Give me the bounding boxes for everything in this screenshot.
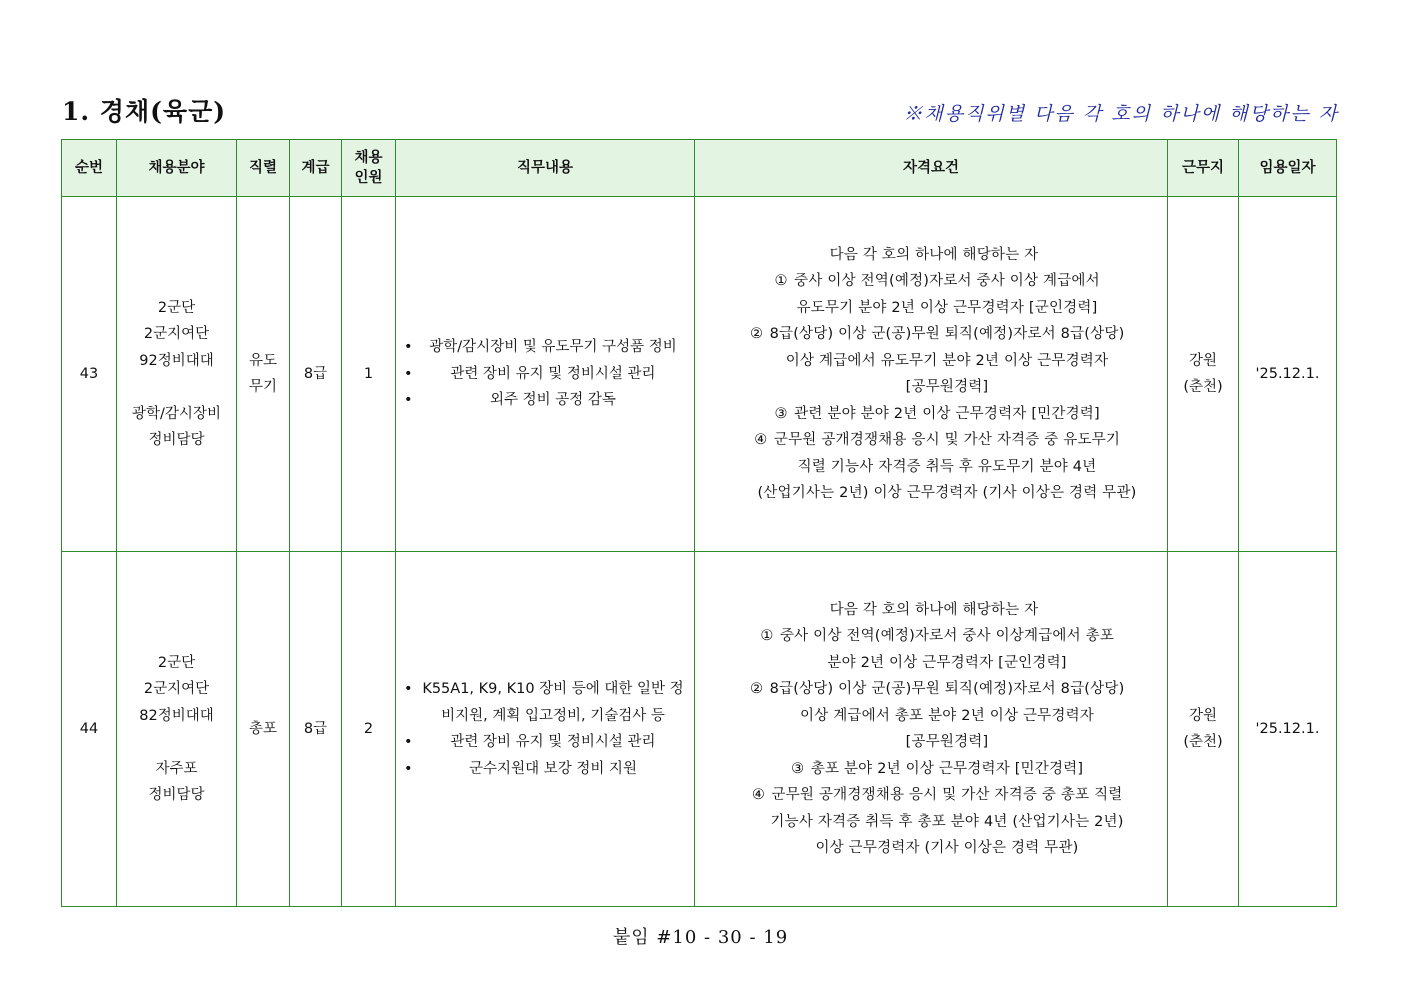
qualifications-list [695,242,1167,507]
workplace-line: 강원 [1188,352,1217,369]
row-seq: 44 [62,552,117,907]
header-field: 채용분야 [117,140,237,197]
field-spacer [117,729,236,756]
qual-number: ② [749,681,764,697]
field-spacer [117,374,236,401]
duty-item: • K55A1, K9, K10 장비 등에 대한 일반 정비지원, 계획 입고정비, 기술검사 등 [404,676,688,729]
row-qualifications [695,552,1168,907]
qual-number: ④ [751,787,766,803]
field-line: 정비담당 [148,432,205,448]
qual-text: 중사 이상 전역(예정)자로서 중사 이상 계급에서 [794,273,1100,289]
row-appoint-date: '25.12.1. [1239,197,1337,552]
qual-item [703,623,1165,676]
header-count-line2: 인원 [354,170,383,186]
row-field [117,552,237,907]
header-duties: 직무내용 [396,140,695,197]
field-line: 2군지여단 [143,681,210,697]
duty-item: • 관련 장비 유지 및 정비시설 관리 [404,361,688,388]
qual-text: 군무원 공개경쟁채용 응시 및 가산 자격증 중 총포 직렬 [771,787,1123,803]
qualifications-list [695,597,1167,862]
row-workplace [1168,552,1239,907]
row-duties [396,197,695,552]
duty-item: • 관련 장비 유지 및 정비시설 관리 [404,729,688,756]
recruitment-table [61,139,1337,907]
qual-text-cont: 유도무기 분야 2년 이상 근무경력자 [군인경력] [796,299,1098,316]
row-grade: 8급 [290,552,342,907]
qual-text-cont: [공무원경력] [905,734,989,750]
position-line: 무기 [248,379,277,395]
row-position [237,552,290,907]
header-count-line1: 채용 [354,150,383,166]
position-line: 유도 [248,352,277,369]
header-seq: 순번 [62,140,117,197]
qual-item [703,782,1165,862]
duties-list [396,676,694,782]
row-qualifications [695,197,1168,552]
qual-intro: 다음 각 호의 하나에 해당하는 자 [829,246,1039,263]
qual-text-cont: 기능사 자격증 취득 후 총포 분야 4년 (산업기사는 2년) [770,813,1124,830]
duty-item: • 외주 정비 공정 감독 [404,387,688,414]
row-count: 2 [342,552,396,907]
qual-text: 중사 이상 전역(예정)자로서 중사 이상계급에서 총포 [779,628,1115,644]
row-count: 1 [342,197,396,552]
section-title: 1. 경채(육군) [62,97,227,126]
header-qualifications: 자격요건 [695,140,1168,197]
qual-number: ④ [754,432,768,448]
table-row [62,197,1337,552]
row-duties [396,552,695,907]
qual-item [703,676,1165,756]
qual-item [703,268,1165,321]
header-count [342,140,396,197]
qual-text-cont: 이상 계급에서 총포 분야 2년 이상 근무경력자 [799,707,1094,724]
qual-item [703,427,1165,507]
duties-list [396,334,694,414]
qual-number: ① [774,273,788,289]
field-line: 92정비대대 [139,352,214,369]
workplace-line: 강원 [1188,707,1217,724]
page-footer: 붙임 #10 - 30 - 19 [612,927,789,948]
field-line: 2군단 [157,654,196,671]
qual-item [703,321,1165,401]
qual-number: ③ [791,760,805,777]
field-line: 2군지여단 [143,326,210,342]
qual-text: 군무원 공개경쟁채용 응시 및 가산 자격증 중 유도무기 [773,432,1121,448]
qual-number: ① [760,628,774,644]
table-row [62,552,1337,907]
qual-text-cont: 직렬 기능사 자격증 취득 후 유도무기 분야 4년 [797,458,1097,475]
workplace-line: (춘천) [1183,734,1223,750]
field-line: 정비담당 [148,787,205,803]
header-appoint-date: 임용일자 [1239,140,1337,197]
qual-item [703,756,1165,783]
duty-item: • 광학/감시장비 및 유도무기 구성품 정비 [404,334,688,361]
qual-text-cont: (산업기사는 2년) 이상 근무경력자 (기사 이상은 경력 무관) [757,485,1137,501]
header-position: 직렬 [237,140,290,197]
field-line: 82정비대대 [139,707,214,724]
qual-text: 8급(상당) 이상 군(공)무원 퇴직(예정)자로서 8급(상당) [769,681,1125,697]
qual-text-cont: [공무원경력] [905,379,989,395]
qual-text: 관련 분야 분야 2년 이상 근무경력자 [민간경력] [794,405,1100,422]
position-line: 총포 [248,720,277,737]
header-grade: 계급 [290,140,342,197]
field-line: 광학/감시장비 [132,405,221,422]
duty-item: • 군수지원대 보강 정비 지원 [404,756,688,783]
qual-text: 8급(상당) 이상 군(공)무원 퇴직(예정)자로서 8급(상당) [769,326,1125,342]
qual-text: 총포 분야 2년 이상 근무경력자 [민간경력] [810,760,1084,777]
qual-number: ② [749,326,764,342]
header-workplace: 근무지 [1168,140,1239,197]
eligibility-note: ※채용직위별 다음 각 호의 하나에 해당하는 자 [903,103,1339,125]
row-position [237,197,290,552]
qual-text-cont: 이상 계급에서 유도무기 분야 2년 이상 근무경력자 [785,352,1109,369]
row-grade: 8급 [290,197,342,552]
qual-number: ③ [774,405,788,422]
qual-text-cont: 이상 근무경력자 (기사 이상은 경력 무관) [815,840,1079,856]
table-header-row [62,140,1337,197]
qual-intro: 다음 각 호의 하나에 해당하는 자 [829,601,1039,618]
qual-item [703,401,1165,428]
row-field [117,197,237,552]
field-line: 2군단 [157,299,196,316]
field-line: 자주포 [155,760,198,777]
row-seq: 43 [62,197,117,552]
qual-text-cont: 분야 2년 이상 근무경력자 [군인경력] [827,654,1067,671]
row-workplace [1168,197,1239,552]
workplace-line: (춘천) [1183,379,1223,395]
row-appoint-date: '25.12.1. [1239,552,1337,907]
